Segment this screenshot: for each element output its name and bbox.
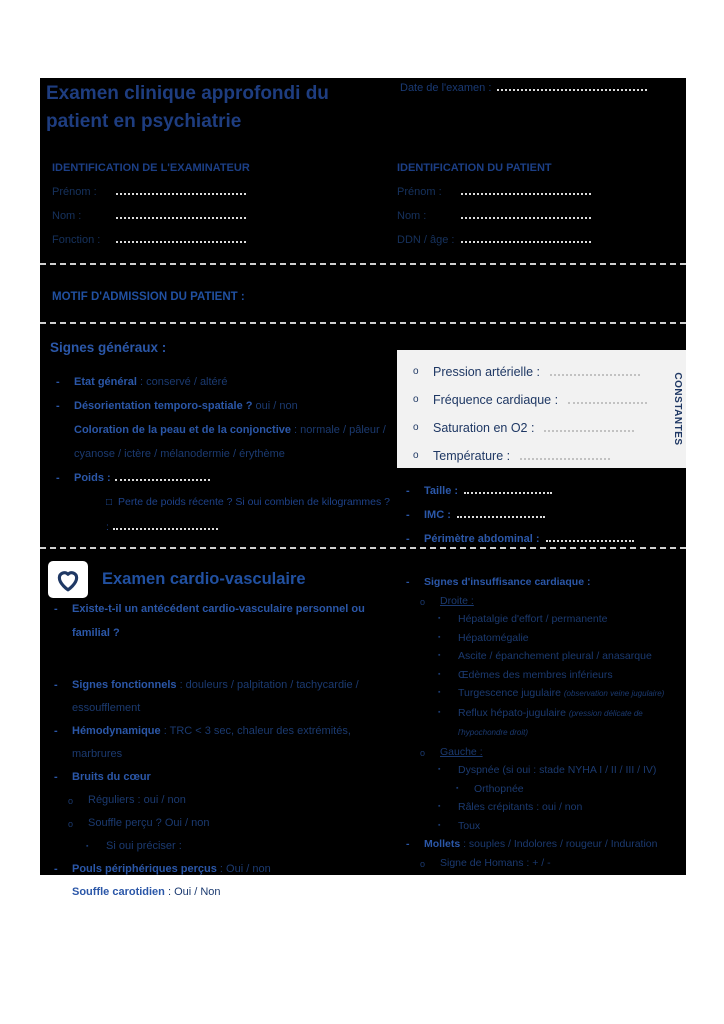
blood-pressure-row <box>407 358 647 386</box>
patient-firstname-field[interactable] <box>461 186 591 195</box>
constants-side-label: CONSTANTES <box>672 372 683 446</box>
item-text: Gauche : <box>440 745 483 758</box>
exam-date-row <box>400 82 647 94</box>
list-item-taille <box>400 479 682 503</box>
item-text: : normale / pâleur / cyanose / ictère / mélanodermie / érythème <box>74 424 386 460</box>
examiner-role-row <box>52 234 352 258</box>
item-text: Dyspnée (si oui : stade NYHA I / II / III / IV) <box>458 764 657 776</box>
patient-firstname-row <box>397 186 697 210</box>
list-item-bruits-coeur <box>48 766 396 789</box>
constants-rows <box>407 358 647 470</box>
list-item-signes-fonctionnels <box>48 674 396 720</box>
patient-dob-field[interactable] <box>461 234 591 243</box>
bmi-field[interactable] <box>457 509 545 518</box>
list-item-etat-general <box>50 370 394 394</box>
list-item-homans <box>400 854 686 873</box>
list-item-desorientation <box>50 394 394 418</box>
height-field[interactable] <box>464 485 552 494</box>
item-label: Mollets <box>424 838 461 850</box>
list-item-ascite <box>400 647 686 666</box>
examiner-lastname-row <box>52 210 352 234</box>
answer-space[interactable] <box>48 645 396 674</box>
firstname-label: Prénom : <box>397 186 442 199</box>
cardio-section <box>40 549 686 898</box>
item-note: (observation veine jugulaire) <box>563 689 665 698</box>
patient-heading: IDENTIFICATION DU PATIENT <box>397 162 552 174</box>
temperature-field[interactable] <box>520 450 610 460</box>
item-label: Souffle carotidien <box>72 886 165 898</box>
item-text: : Oui / Non <box>164 886 221 898</box>
weight-field[interactable] <box>115 472 210 481</box>
list-item-antecedent <box>48 597 396 645</box>
heart-rate-field[interactable] <box>568 394 647 404</box>
cardio-left-list <box>48 597 396 904</box>
item-text: Réguliers : oui / non <box>88 794 186 806</box>
header-section <box>40 78 686 263</box>
page-title: Examen clinique approfondi du patient en psychiatrie <box>46 83 329 132</box>
abdominal-girth-field[interactable] <box>546 533 634 542</box>
general-signs-section <box>40 324 686 547</box>
heart-icon <box>48 561 88 598</box>
item-colon: : <box>451 485 459 497</box>
checkbox-icon[interactable]: □ <box>106 497 113 508</box>
vitals-constants-box <box>397 350 686 468</box>
list-item-toux <box>400 817 686 836</box>
item-text: Ascite / épanchement pleural / anasarque <box>458 650 652 662</box>
item-label: Etat général <box>74 376 137 388</box>
general-signs-list <box>50 370 394 539</box>
item-label: Signes d'insuffisance cardiaque : <box>424 576 591 588</box>
firstname-label: Prénom : <box>52 186 97 199</box>
exam-date-field[interactable] <box>497 82 647 91</box>
item-colon: : <box>532 533 540 545</box>
weight-loss-text: Perte de poids récente ? Si oui combien de kilogrammes ? : <box>106 496 391 533</box>
item-text: Reflux hépato-jugulaire <box>458 706 569 719</box>
examiner-firstname-row <box>52 186 352 210</box>
item-note: (pression délicate de l'hypochondre droit) <box>458 708 643 737</box>
cardio-heading: Examen cardio-vasculaire <box>102 570 306 588</box>
item-text: Si oui préciser : <box>106 840 182 852</box>
item-text: Signe de Homans : + / - <box>440 856 551 869</box>
anthropometry-list <box>400 479 682 551</box>
blood-pressure-field[interactable] <box>550 366 640 376</box>
list-item-hepatomegalie <box>400 629 686 648</box>
temperature-row <box>407 442 647 470</box>
list-item-turgescence <box>400 684 686 704</box>
examiner-heading: IDENTIFICATION DE L'EXAMINATEUR <box>52 162 250 174</box>
item-label: Périmètre abdominal <box>424 533 533 545</box>
examiner-firstname-field[interactable] <box>116 186 246 195</box>
item-colon: : <box>444 509 451 521</box>
item-text: : conservé / altéré <box>136 376 228 388</box>
temperature-label: o Température : <box>433 449 511 463</box>
patient-dob-row <box>397 234 697 258</box>
admission-reason-heading: MOTIF D'ADMISSION DU PATIENT : <box>52 291 245 303</box>
item-text: : TRC < 3 sec, chaleur des extrémités, marbrures <box>72 725 351 760</box>
o2-saturation-field[interactable] <box>544 422 634 432</box>
item-label: IMC <box>424 509 445 521</box>
item-text: oui / non <box>252 400 298 412</box>
list-item-reflux <box>400 704 686 743</box>
item-label: Coloration de la peau et de la conjonctive <box>74 424 291 436</box>
item-text: : Oui / non <box>216 863 271 875</box>
list-item-si-oui-preciser <box>48 835 396 858</box>
item-label: Désorientation temporo-spatiale ? <box>74 400 253 412</box>
weight-loss-kg-field[interactable] <box>113 521 218 530</box>
examiner-lastname-field[interactable] <box>116 210 246 219</box>
cardio-right-list <box>400 573 686 872</box>
list-item-mollets <box>400 835 686 854</box>
list-item-souffle-percu <box>48 812 396 835</box>
item-text: Orthopnée <box>474 782 524 795</box>
item-text: Droite : <box>440 594 474 607</box>
list-item-coloration <box>50 418 394 466</box>
form-sheet <box>40 78 686 898</box>
exam-date-label: Date de l'examen : <box>400 82 492 95</box>
list-item-insuffisance <box>400 573 686 592</box>
item-text: Hépatomégalie <box>458 631 529 644</box>
item-label: Hémodynamique <box>72 725 161 737</box>
list-item-reguliers <box>48 789 396 812</box>
list-item-oedemes <box>400 666 686 685</box>
item-label: Bruits du cœur <box>72 771 151 783</box>
cardio-header <box>48 561 306 598</box>
item-label: Taille <box>424 485 452 497</box>
item-text: Œdèmes des membres inférieurs <box>458 668 613 681</box>
list-item-imc <box>400 503 682 527</box>
examiner-identification <box>52 162 352 258</box>
admission-reason-section <box>40 265 686 322</box>
o2-saturation-label: o Saturation en O2 : <box>433 421 535 435</box>
item-text: Râles crépitants : oui / non <box>458 801 583 813</box>
lastname-label: Nom : <box>52 210 82 223</box>
list-item-dyspnee <box>400 761 686 780</box>
item-text: Turgescence jugulaire <box>458 687 564 699</box>
list-item-orthopnee <box>400 780 686 799</box>
list-item-droite <box>400 592 686 611</box>
examiner-role-field[interactable] <box>116 234 246 243</box>
item-text: : souples / Indolores / rougeur / Induration <box>460 838 658 850</box>
heart-rate-row <box>407 386 647 414</box>
patient-lastname-field[interactable] <box>461 210 591 219</box>
blood-pressure-label: o Pression artérielle : <box>433 365 540 379</box>
item-label: Pouls périphériques perçus <box>72 863 217 875</box>
patient-lastname-row <box>397 210 697 234</box>
item-label: Signes fonctionnels <box>72 679 177 691</box>
item-text: : douleurs / palpitation / tachycardie / essoufflement <box>72 679 359 714</box>
dob-age-label: DDN / âge : <box>397 234 455 247</box>
item-text: Hépatalgie d'effort / permanente <box>458 613 608 625</box>
patient-identification <box>397 162 697 258</box>
list-item-rales <box>400 798 686 817</box>
list-item-souffle-carotidien <box>48 881 396 904</box>
heart-rate-label: o Fréquence cardiaque : <box>433 393 559 407</box>
list-item-pouls-peripheriques <box>48 858 396 881</box>
general-signs-heading: Signes généraux : <box>50 340 167 355</box>
lastname-label: Nom : <box>397 210 427 223</box>
item-text: Souffle perçu ? Oui / non <box>88 817 210 829</box>
list-item-hepatalgie <box>400 610 686 629</box>
list-item-hemodynamique <box>48 720 396 766</box>
weight-loss-sub-item <box>50 490 394 539</box>
item-label: Poids : <box>74 472 111 484</box>
list-item-poids <box>50 466 394 490</box>
list-item-gauche <box>400 743 686 762</box>
item-text: Toux <box>458 819 481 832</box>
item-label: Existe-t-il un antécédent cardio-vasculaire personnel ou familial ? <box>72 603 365 639</box>
role-label: Fonction : <box>52 234 101 247</box>
o2-saturation-row <box>407 414 647 442</box>
